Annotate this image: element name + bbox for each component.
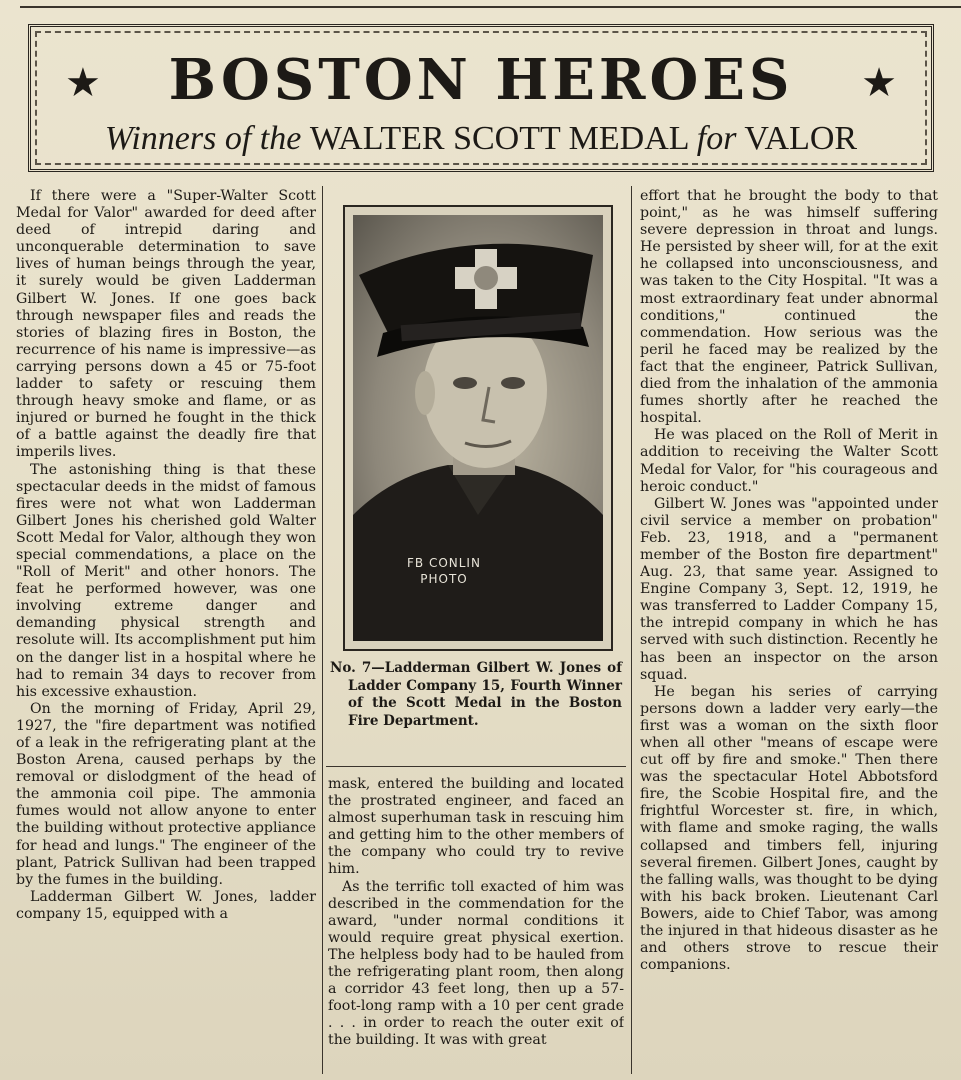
subtitle-for: for — [696, 120, 737, 157]
paragraph: On the morning of Friday, April 29, 1927, the "fire department was notified of a leak in the refrigerating plant at the Boston Arena, caused perhaps by the removal or dislodgment of the head of the ammonia coil pipe. The ammonia fumes would not allow anyone to enter the building without protective appliance for head and lungs." The engineer of the plant, Patrick Sullivan had been trapped by the fumes in the building. — [16, 700, 316, 888]
paragraph: The astonishing thing is that these spectacular deeds in the midst of famous fires were not what won Ladderman Gilbert Jones his cherished gold Walter Scott Medal for Valor, although they won special commendations, a place on the "Roll of Merit" and other honors. The feat he performed however, was one involving extreme danger and demanding physical strength and resolute will. Its accomplishment put him on the danger list in a hospital where he had to remain 34 days to recover from his excessive exhaustion. — [16, 461, 316, 700]
subtitle-valor: VALOR — [736, 120, 858, 157]
photo-credit-line1: FB CONLIN — [407, 556, 481, 570]
star-icon-left: ★ — [65, 60, 101, 106]
article-column-1 — [16, 188, 316, 1073]
paragraph: He began his series of carrying persons down a ladder very early—the first was a woman on the sixth floor when all other "means of escape were cut off by fire and smoke." Then there was the spectacular Hotel Abbotsford fire, the Scobie Hospital fire, and the frightful Worcester st. fire, in which, with flame and smoke raging, the walls collapsed and timbers fell, injuring several firemen. Gilbert Jones, caught by the falling walls, was thought to be dying with his back broken. Lieutenant Carl Bowers, aide to Chief Tabor, was among the injured in that hideous disaster as he and others strove to rescue their companions. — [640, 683, 938, 974]
star-icon-right: ★ — [861, 60, 897, 106]
column-rule-right — [631, 186, 632, 1074]
subtitle-of-the: of the — [216, 120, 310, 157]
portrait-photo-frame — [343, 205, 613, 651]
paragraph: mask, entered the building and located the prostrated engineer, and faced an almost superhuman task in rescuing him and getting him to the other members of the company who could try to revive him. — [328, 776, 624, 878]
photo-caption: No. 7—Ladderman Gilbert W. Jones of Ladder Company 15, Fourth Winner of the Scott Medal in the Boston Fire Department. — [330, 660, 622, 729]
portrait-photo — [353, 215, 603, 641]
subtitle-winners: Winners — [104, 120, 217, 157]
paragraph: If there were a "Super-Walter Scott Medal for Valor" awarded for deed after deed of intrepid daring and unconquerable determination to save lives of human beings through the year, it surely would be given Ladderman Gilbert W. Jones. If one goes back through newspaper files and reads the stories of blazing fires in Boston, the recurrence of his name is impressive—as carrying persons down a 45 or 75-foot ladder to safety or rescuing them through heavy smoke and flame, or as injured or burned he fought in the thick of a battle against the deadly fire that imperils lives. — [16, 188, 316, 461]
paragraph: As the terrific toll exacted of him was described in the commendation for the award, "under normal conditions it would require great physical exertion. The helpless body had to be hauled from the refrigerating plant room, then along a corridor 43 feet long, then up a 57-foot-long ramp with a 10 per cent grade . . . in order to reach the outer exit of the building. It was with great — [328, 878, 624, 1049]
photo-credit — [407, 555, 481, 587]
paragraph: He was placed on the Roll of Merit in addition to receiving the Walter Scott Medal for Valor, for "his courageous and heroic conduct." — [640, 427, 938, 495]
caption-rule — [326, 766, 626, 767]
paragraph: effort that he brought the body to that point," as he was himself suffering severe depression in throat and lungs. He persisted by sheer will, for at the exit he collapsed into unconsciousness, and was taken to the City Hospital. "It was a most extraordinary feat under abnormal conditions," continued the commendation. How serious was the peril he faced may be realized by the fact that the engineer, Patrick Sullivan, died from the inhalation of the ammonia fumes shortly after he reached the hospital. — [640, 188, 938, 427]
masthead — [28, 24, 934, 172]
article-column-2 — [328, 776, 624, 1074]
photo-credit-line2: PHOTO — [420, 572, 468, 586]
page-title: BOSTON HEROES — [168, 47, 794, 113]
paragraph: Gilbert W. Jones was "appointed under civil service a member on probation" Feb. 23, 1918, and a "permanent member of the Boston fire department" Aug. 23, that same year. Assigned to Engine Company 3, Sept. 12, 1919, he was transferred to Ladder Company 15, the intrepid company in which he has served with such distinction. Recently he has been an inspector on the arson squad. — [640, 495, 938, 683]
top-rule — [20, 6, 961, 8]
column-rule-left — [322, 186, 323, 1074]
subtitle-medal: WALTER SCOTT MEDAL — [309, 120, 697, 157]
article-column-3 — [640, 188, 938, 1073]
paragraph: Ladderman Gilbert W. Jones, ladder company 15, equipped with a — [16, 888, 316, 922]
page-subtitle — [31, 119, 931, 159]
